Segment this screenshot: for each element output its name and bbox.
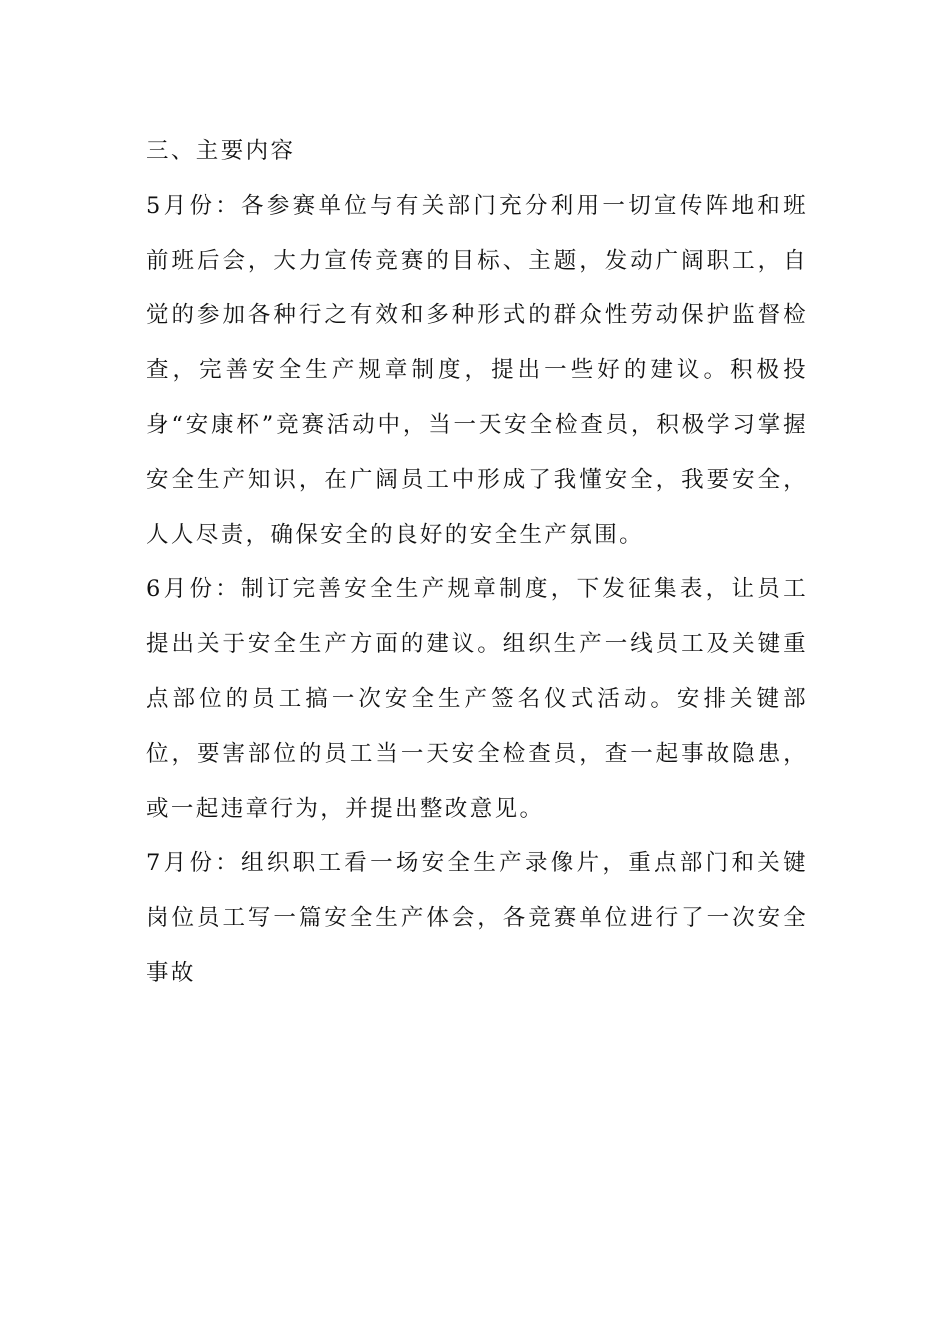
paragraph-may: 5月份：各参赛单位与有关部门充分利用一切宣传阵地和班前班后会，大力宣传竞赛的目标、主题，发动广阔职工，自觉的参加各种行之有效和多种形式的群众性劳动保护监督检查，完善安全生产规章制度，提出一些好的建议。积极投身“安康杯”竞赛活动中，当一天安全检查员，积极学习掌握安全生产知识，在广阔员工中形成了我懂安全，我要安全，人人尽责，确保安全的良好的安全生产氛围。 bbox=[146, 192, 808, 548]
section-heading: 三、主要内容 bbox=[146, 138, 296, 164]
paragraph-june: 6月份：制订完善安全生产规章制度，下发征集表，让员工提出关于安全生产方面的建议。组织生产一线员工及关键重点部位的员工搞一次安全生产签名仪式活动。安排关键部位，要害部位的员工当一天安全检查员，查一起事故隐患，或一起违章行为，并提出整改意见。 bbox=[146, 576, 808, 822]
paragraph-july: 7月份：组织职工看一场安全生产录像片，重点部门和关键岗位员工写一篇安全生产体会，各竞赛单位进行了一次安全事故 bbox=[146, 850, 808, 986]
document-body bbox=[146, 124, 808, 1001]
